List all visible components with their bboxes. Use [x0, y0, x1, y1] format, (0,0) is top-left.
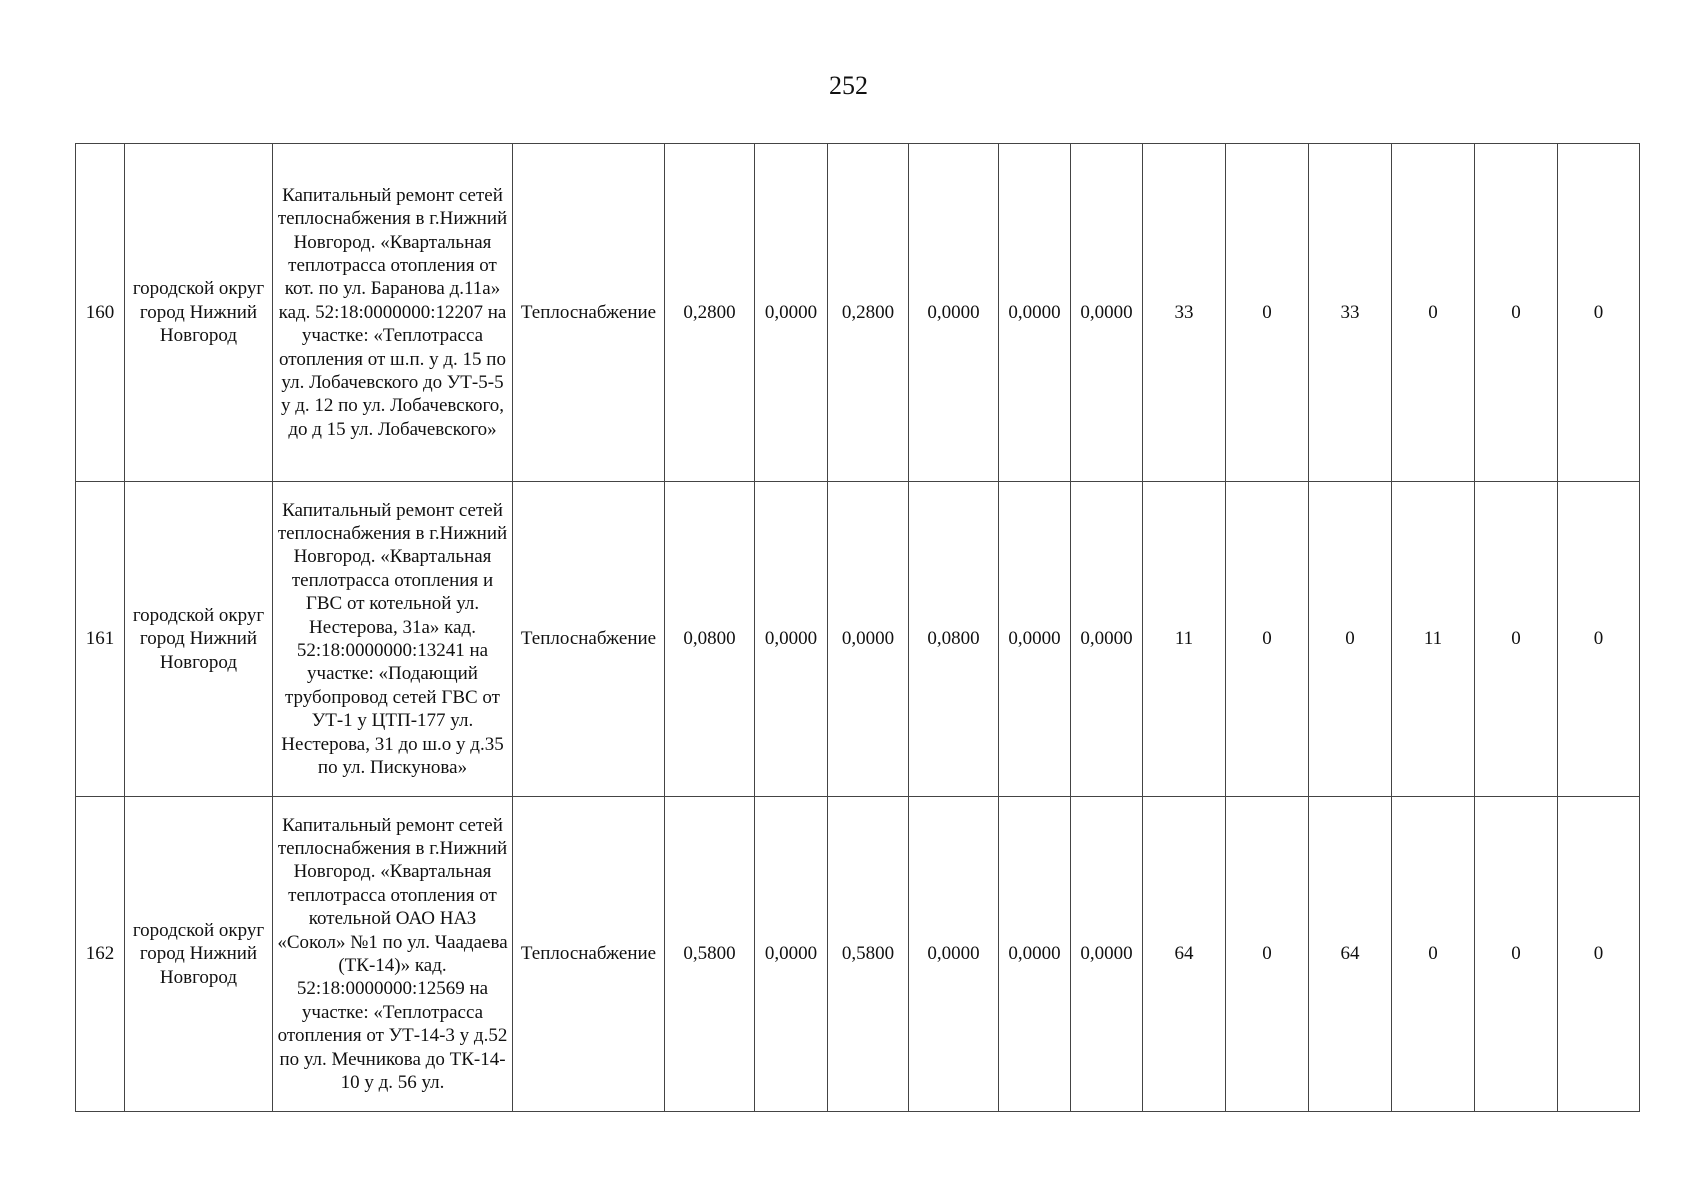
municipality-cell: городской округ город Нижний Новгород [125, 797, 273, 1112]
value-cell: 0 [1226, 144, 1309, 482]
municipality-cell: городской округ город Нижний Новгород [125, 144, 273, 482]
value-cell: 0,0800 [909, 482, 999, 797]
value-cell: 0,0000 [909, 144, 999, 482]
sector-cell: Теплоснабжение [513, 144, 665, 482]
value-cell: 0,0800 [665, 482, 755, 797]
value-cell: 64 [1143, 797, 1226, 1112]
value-cell: 0,0000 [1071, 482, 1143, 797]
value-cell: 0 [1558, 144, 1640, 482]
value-cell: 0 [1392, 144, 1475, 482]
value-cell: 0,5800 [828, 797, 909, 1112]
value-cell: 0,0000 [755, 144, 828, 482]
value-cell: 0,0000 [1071, 797, 1143, 1112]
value-cell: 0,0000 [755, 797, 828, 1112]
value-cell: 0,0000 [999, 797, 1071, 1112]
value-cell: 0 [1475, 797, 1558, 1112]
value-cell: 0 [1309, 482, 1392, 797]
value-cell: 0 [1475, 144, 1558, 482]
description-cell: Капитальный ремонт сетей теплоснабжения в г.Нижний Новгород. «Квартальная теплотрасса отопления и ГВС от котельной ул. Нестерова, 31а» кад. 52:18:0000000:13241 на участке: «Подающий трубопровод сетей ГВС от УТ-1 у ЦТП-177 ул. Нестерова, 31 до ш.о у д.35 по ул. Пискунова» [273, 482, 513, 797]
value-cell: 0,0000 [999, 144, 1071, 482]
sector-cell: Теплоснабжение [513, 482, 665, 797]
row-number-cell: 161 [76, 482, 125, 797]
value-cell: 11 [1392, 482, 1475, 797]
sector-cell: Теплоснабжение [513, 797, 665, 1112]
value-cell: 0,0000 [1071, 144, 1143, 482]
value-cell: 0 [1392, 797, 1475, 1112]
value-cell: 0,0000 [828, 482, 909, 797]
value-cell: 11 [1143, 482, 1226, 797]
value-cell: 0,0000 [999, 482, 1071, 797]
table-row [76, 482, 1640, 797]
page-number: 252 [829, 71, 868, 100]
value-cell: 33 [1309, 144, 1392, 482]
row-number-cell: 162 [76, 797, 125, 1112]
value-cell: 0 [1226, 797, 1309, 1112]
value-cell: 0 [1558, 482, 1640, 797]
row-number-cell: 160 [76, 144, 125, 482]
value-cell: 0,2800 [665, 144, 755, 482]
municipality-cell: городской округ город Нижний Новгород [125, 482, 273, 797]
description-cell: Капитальный ремонт сетей теплоснабжения в г.Нижний Новгород. «Квартальная теплотрасса отопления от котельной ОАО НАЗ «Сокол» №1 по ул. Чаадаева (ТК-14)» кад. 52:18:0000000:12569 на участке: «Теплотрасса отопления от УТ-14-3 у д.52 по ул. Мечникова до ТК-14-10 у д. 56 ул. [273, 797, 513, 1112]
description-cell: Капитальный ремонт сетей теплоснабжения в г.Нижний Новгород. «Квартальная теплотрасса отопления от кот. по ул. Баранова д.11а» кад. 52:18:0000000:12207 на участке: «Теплотрасса отопления от ш.п. у д. 15 по ул. Лобачевского до УТ-5-5 у д. 12 по ул. Лобачевского, до д 15 ул. Лобачевского» [273, 144, 513, 482]
value-cell: 0,2800 [828, 144, 909, 482]
value-cell: 0,0000 [755, 482, 828, 797]
value-cell: 0 [1475, 482, 1558, 797]
table-row [76, 797, 1640, 1112]
value-cell: 64 [1309, 797, 1392, 1112]
value-cell: 0 [1226, 482, 1309, 797]
value-cell: 0,0000 [909, 797, 999, 1112]
value-cell: 0 [1558, 797, 1640, 1112]
value-cell: 33 [1143, 144, 1226, 482]
table-row [76, 144, 1640, 482]
data-table [75, 143, 1640, 1112]
value-cell: 0,5800 [665, 797, 755, 1112]
